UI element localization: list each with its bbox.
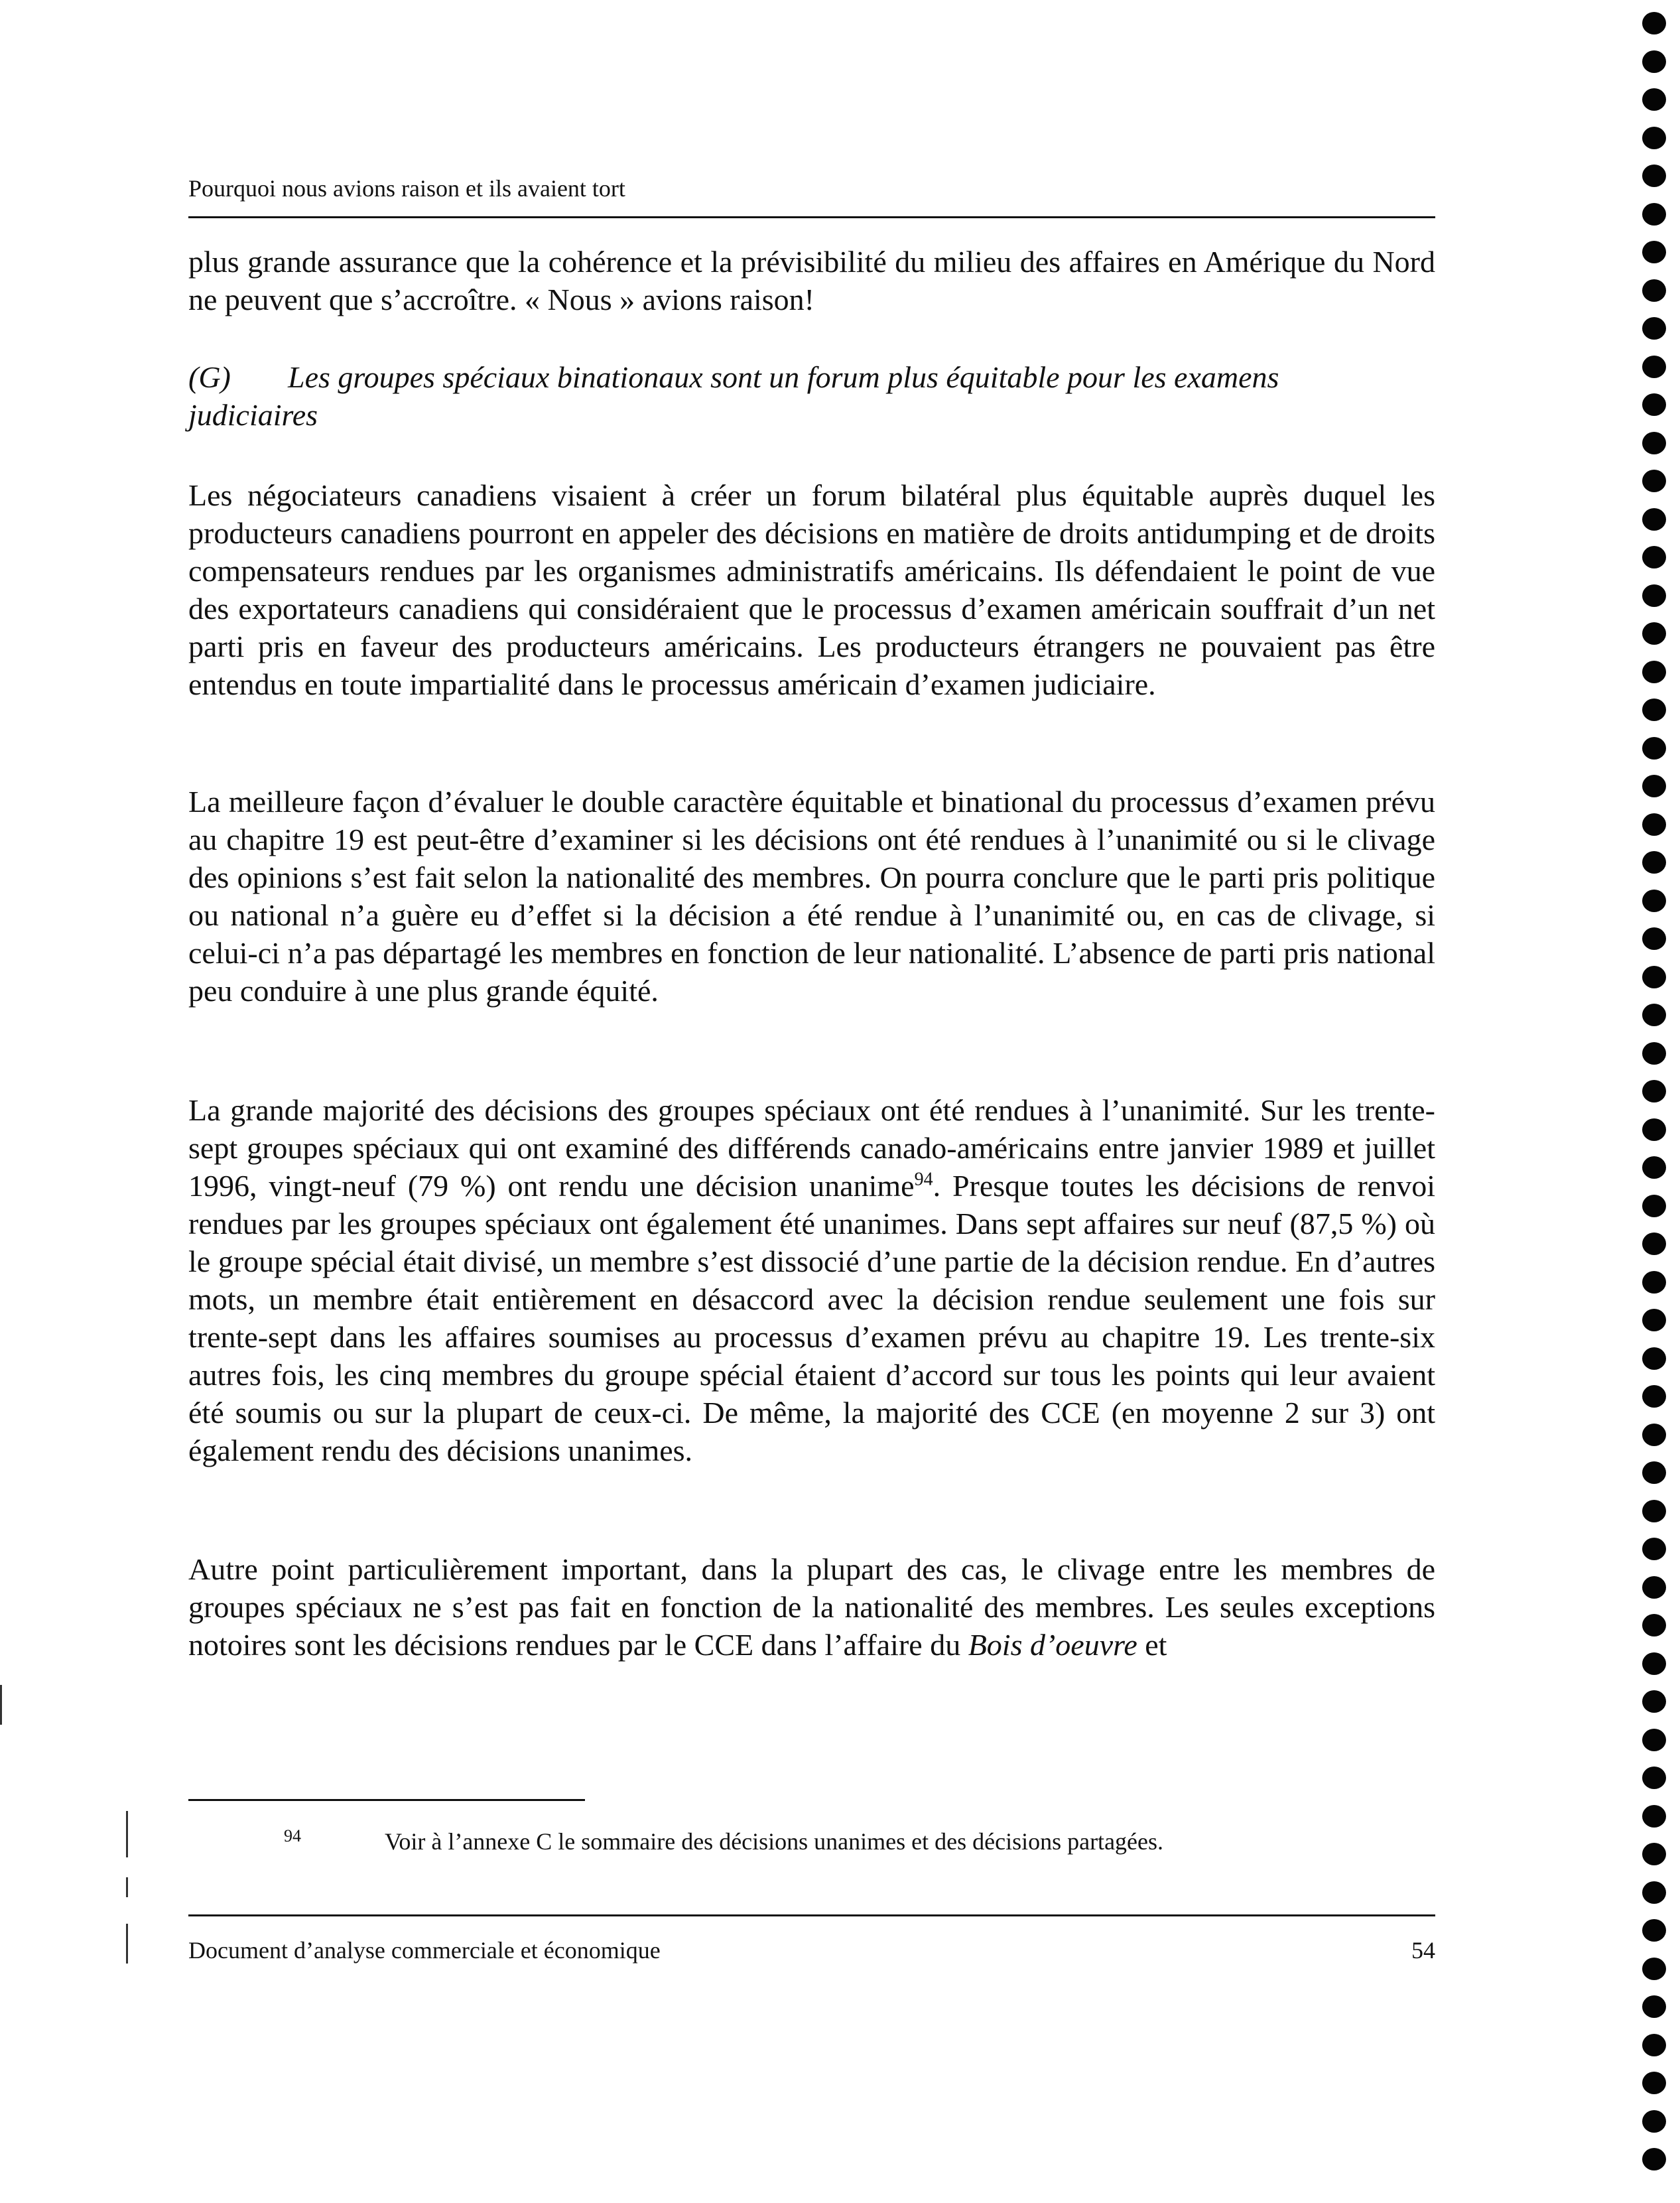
paragraph-text xyxy=(188,1550,1435,1664)
paragraph-text: plus grande assurance que la cohérence et la prévisibilité du milieu des affaires en Amérique du Nord ne peuvent que s’accroître. « Nous » avions raison! xyxy=(188,245,1435,316)
punch-hole xyxy=(1642,88,1666,111)
punch-hole xyxy=(1642,1347,1666,1370)
section-heading xyxy=(188,358,1435,434)
footnote-reference[interactable]: 94 xyxy=(914,1169,933,1190)
section-letter: (G) xyxy=(188,360,231,394)
case-name: Bois d’oeuvre xyxy=(968,1628,1137,1662)
footnote-number: 94 xyxy=(284,1826,301,1845)
footnote-text: Voir à l’annexe C le sommaire des décisions unanimes et des décisions partagées. xyxy=(385,1828,1164,1855)
punch-hole xyxy=(1642,356,1666,378)
punch-hole xyxy=(1642,966,1666,988)
punch-hole xyxy=(1642,1385,1666,1408)
paragraph-majority xyxy=(188,1091,1435,1469)
scan-mark xyxy=(126,1877,128,1897)
punch-hole xyxy=(1642,1309,1666,1331)
punch-hole xyxy=(1642,737,1666,760)
punch-hole xyxy=(1642,1271,1666,1294)
punch-hole xyxy=(1642,1500,1666,1522)
punch-hole xyxy=(1642,508,1666,531)
running-header: Pourquoi nous avions raison et ils avaient tort xyxy=(188,175,625,202)
punch-hole xyxy=(1642,241,1666,263)
section-heading-line-1 xyxy=(188,358,1435,396)
page-number: 54 xyxy=(1411,1937,1435,1964)
paragraph-evaluation xyxy=(188,783,1435,1010)
punch-hole xyxy=(1642,2148,1666,2170)
punch-hole xyxy=(1642,661,1666,683)
punch-hole xyxy=(1642,1118,1666,1141)
paragraph-text-part-2: . Presque toutes les décisions de renvoi rendues par les groupes spéciaux ont également été unanimes. Dans sept affaires sur neuf (87,5 %) où le groupe spécial était divisé, un membre s’est dissocié d’une partie de la décision rendue. En d’autres mots, un membre était entièrement en désaccord avec la décision rendue seulement une fois sur trente-sept dans les affaires soumises au processus d’examen prévu au chapitre 19. Les trente-six autres fois, les cinq membres du groupe spécial étaient d’accord sur tous les points qui leur avaient été soumis ou sur la plupart de ceux-ci. De même, la majorité des CCE (en moyenne 2 sur 3) ont également rendu des décisions unanimes. xyxy=(188,1169,1435,1467)
punch-hole xyxy=(1642,851,1666,874)
punch-hole xyxy=(1642,1195,1666,1217)
punch-hole xyxy=(1642,2110,1666,2133)
punch-hole xyxy=(1642,1690,1666,1713)
paragraph-negotiators xyxy=(188,476,1435,703)
punch-hole xyxy=(1642,165,1666,187)
paragraph-text: La meilleure façon d’évaluer le double caractère équitable et binational du processus d’examen prévu au chapitre 19 est peut-être d’examiner si les décisions ont été rendues à l’unanimité ou si le clivage des opinions s’est fait selon la nationalité des membres. On pourra conclure que le parti pris politique ou national n’a guère eu d’effet si la décision a été rendue à l’unanimité ou, en cas de clivage, si celui-ci n’a pas départagé les membres en fonction de leur nationalité. L’absence de parti pris national peu conduire à une plus grande équité. xyxy=(188,785,1435,1008)
binder-punch-holes xyxy=(1638,0,1678,2203)
punch-hole xyxy=(1642,890,1666,912)
punch-hole xyxy=(1642,546,1666,568)
punch-hole xyxy=(1642,1042,1666,1065)
punch-hole xyxy=(1642,127,1666,149)
punch-hole xyxy=(1642,1767,1666,1789)
punch-hole xyxy=(1642,813,1666,836)
punch-hole xyxy=(1642,1805,1666,1828)
paragraph-continuation xyxy=(188,243,1435,318)
paragraph-text-part-1: Autre point particulièrement important, dans la plupart des cas, le clivage entre les membres de groupes spéciaux ne s’est pas fait en fonction de la nationalité des membres. Les seules exceptions notoires sont les décisions rendues par le CCE dans l’affaire du xyxy=(188,1552,1435,1662)
section-title-part-1: Les groupes spéciaux binationaux sont un forum plus équitable pour les examens xyxy=(288,360,1279,394)
scan-mark xyxy=(126,1811,128,1857)
punch-hole xyxy=(1642,1080,1666,1102)
punch-hole xyxy=(1642,699,1666,721)
punch-hole xyxy=(1642,12,1666,34)
paragraph-text-part-2: et xyxy=(1137,1628,1167,1662)
punch-hole xyxy=(1642,1995,1666,2018)
paragraph-text: Les négociateurs canadiens visaient à créer un forum bilatéral plus équitable auprès duquel les producteurs canadiens pourront en appeler des décisions en matière de droits antidumping et de droits compensateurs rendues par les organismes administratifs américains. Ils défendaient le point de vue des exportateurs canadiens qui considéraient que le processus d’examen américain souffrait d’un net parti pris en faveur des producteurs américains. Les producteurs étrangers ne pouvaient pas être entendus en toute impartialité dans le processus américain d’examen judiciaire. xyxy=(188,478,1435,701)
section-heading-line-2 xyxy=(188,396,1435,434)
punch-hole xyxy=(1642,622,1666,645)
punch-hole xyxy=(1642,1576,1666,1599)
punch-hole xyxy=(1642,50,1666,73)
punch-hole xyxy=(1642,1233,1666,1255)
punch-hole xyxy=(1642,317,1666,340)
punch-hole xyxy=(1642,1881,1666,1904)
punch-hole xyxy=(1642,775,1666,797)
section-title-part-2: judiciaires xyxy=(188,398,318,432)
paragraph-text-part-1: La grande majorité des décisions des groupes spéciaux ont été rendues à l’unanimité. Sur les trente-sept groupes spéciaux qui ont examiné des différends canado-américains entre janvier 1989 et juillet 1996, vingt-neuf (79 %) ont rendu une décision unanime xyxy=(188,1093,1435,1203)
footer-rule xyxy=(188,1914,1435,1916)
punch-hole xyxy=(1642,432,1666,454)
punch-hole xyxy=(1642,1614,1666,1636)
punch-hole xyxy=(1642,470,1666,492)
punch-hole xyxy=(1642,927,1666,950)
punch-hole xyxy=(1642,584,1666,607)
header-rule xyxy=(188,216,1435,218)
punch-hole xyxy=(1642,1424,1666,1446)
punch-hole xyxy=(1642,1004,1666,1026)
scan-mark xyxy=(126,1924,128,1964)
punch-hole xyxy=(1642,1461,1666,1484)
footnote-rule xyxy=(188,1799,585,1801)
punch-hole xyxy=(1642,279,1666,302)
footer-publication-title: Document d’analyse commerciale et économique xyxy=(188,1937,661,1964)
punch-hole xyxy=(1642,2034,1666,2056)
scan-mark xyxy=(0,1685,2,1725)
punch-hole xyxy=(1642,2072,1666,2094)
punch-hole xyxy=(1642,1729,1666,1751)
punch-hole xyxy=(1642,1652,1666,1675)
punch-hole xyxy=(1642,1919,1666,1942)
punch-hole xyxy=(1642,393,1666,416)
punch-hole xyxy=(1642,1843,1666,1865)
punch-hole xyxy=(1642,1156,1666,1179)
punch-hole xyxy=(1642,1958,1666,1980)
paragraph-exceptions xyxy=(188,1550,1435,1664)
punch-hole xyxy=(1642,1538,1666,1560)
punch-hole xyxy=(1642,203,1666,226)
paragraph-text xyxy=(188,1091,1435,1469)
